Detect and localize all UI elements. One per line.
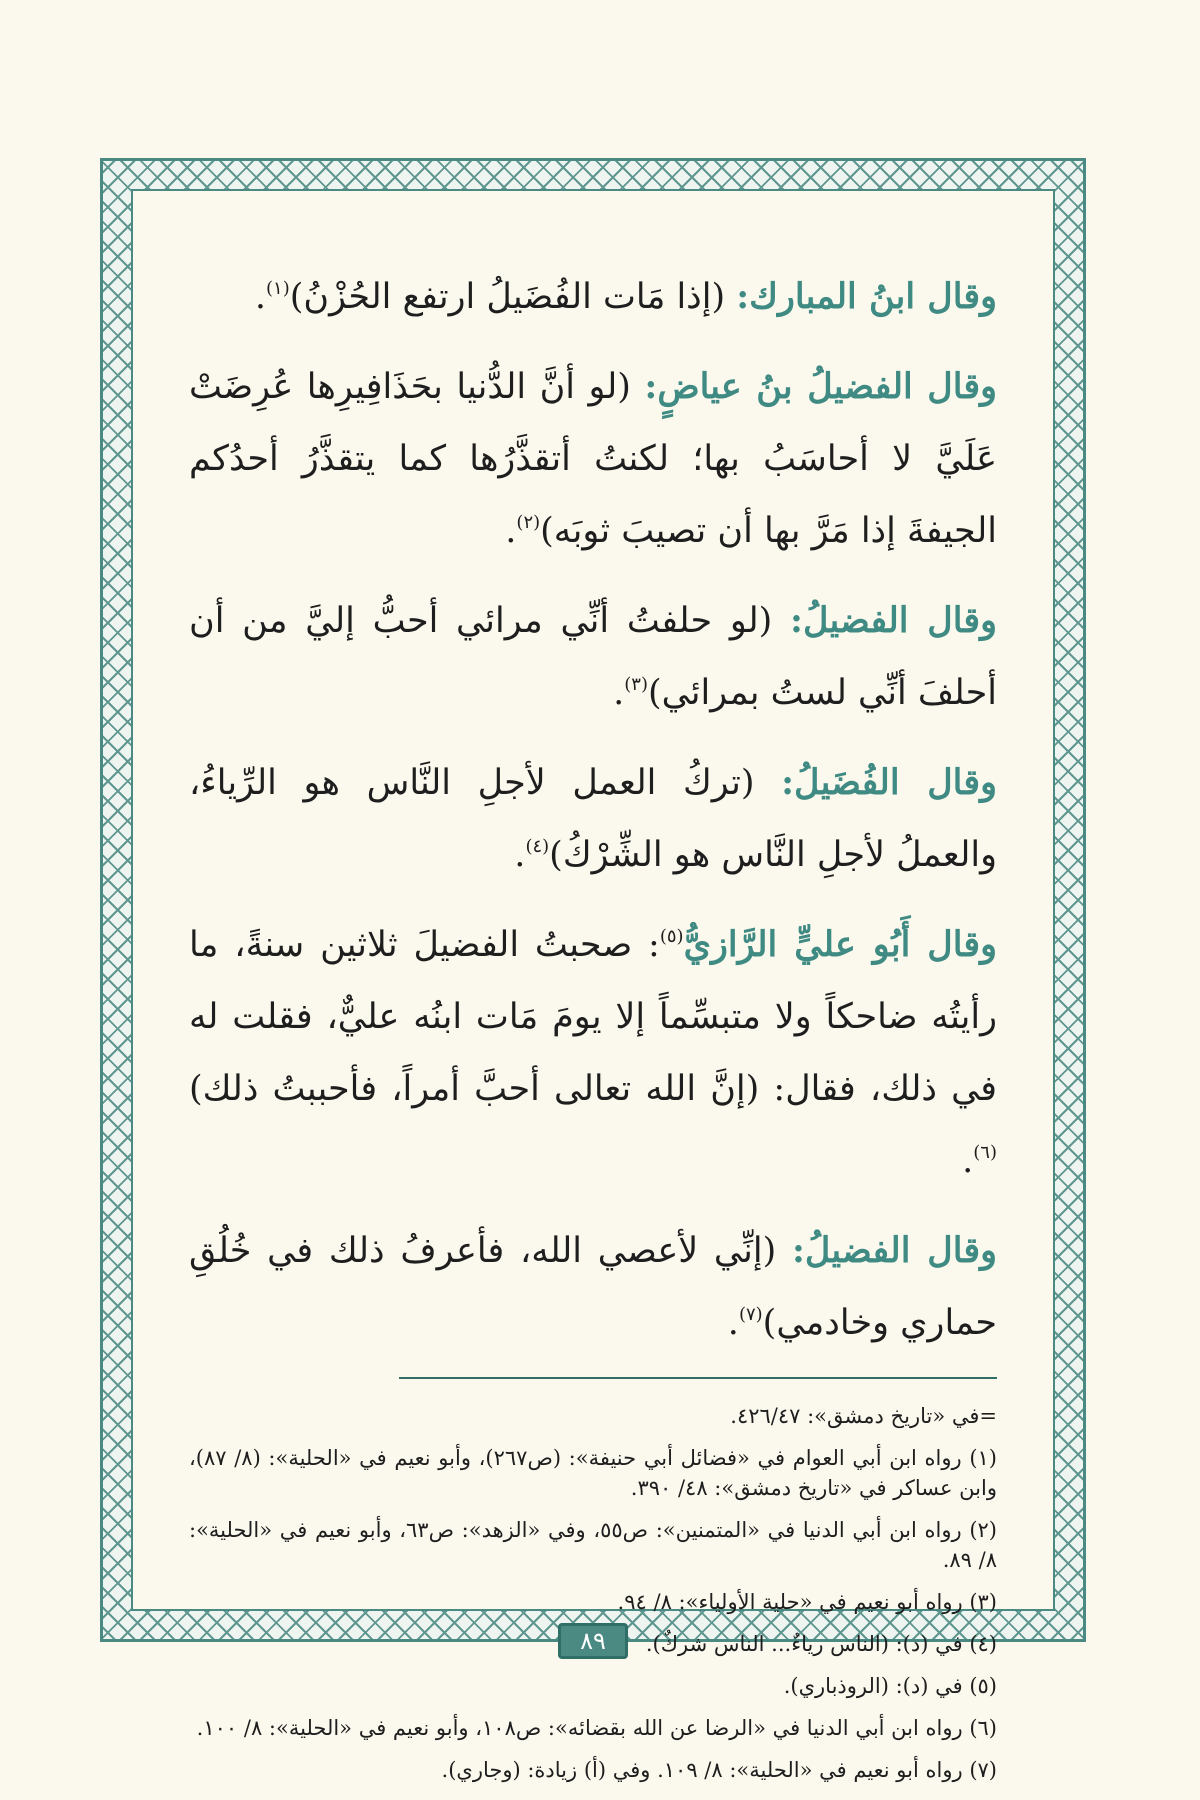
- footnote-continuation: =في «تاريخ دمشق»: ٤٢٦/٤٧.: [730, 1404, 997, 1428]
- quote-text: (إذا مَات الفُضَيلُ ارتفع الحُزْنُ): [289, 277, 737, 317]
- quote-paragraph-1: [189, 261, 997, 333]
- footnote-text: رواه ابن أبي الدنيا في «الرضا عن الله بقضائه»: ص١٠٨، وأبو نعيم في «الحلية»: ٨/ ١٠٠.: [196, 1716, 970, 1740]
- quote-paragraph-3: [189, 585, 997, 729]
- footnote-ref[interactable]: (١): [265, 278, 290, 299]
- footnote-number: (٧): [969, 1758, 997, 1782]
- speaker-label: وقال الفضيلُ بنُ عياضٍ:: [644, 366, 997, 407]
- main-text: [189, 261, 997, 1797]
- footnote-text: في (د): (الناس رياءٌ... الناس شركٌ).: [645, 1632, 970, 1656]
- quote-text: (تركُ العمل لأجلِ النَّاس هو الرِّياءُ، والعملُ لأجلِ النَّاس هو الشِّرْكُ): [189, 763, 997, 875]
- footnote-number: (٣): [969, 1590, 997, 1614]
- period: .: [514, 835, 526, 875]
- period: .: [613, 673, 625, 713]
- speaker-label: وقال الفُضَيلُ:: [781, 762, 997, 803]
- quote-paragraph-2: [189, 351, 997, 567]
- quote-text: : صحبتُ الفضيلَ ثلاثين سنةً، ما رأيتُه ضاحكاً ولا متبسِّماً إلا يومَ مَات ابنُه عليٌّ، فقلت له في ذلك، فقال: (إنَّ الله تعالى أحبَّ أمراً، فأحببتُ ذلك): [189, 925, 997, 1109]
- footnote-ref[interactable]: (٦): [973, 1142, 997, 1163]
- period: .: [254, 277, 266, 317]
- page-body: [131, 189, 1055, 1782]
- page-number: ٨٩: [558, 1623, 628, 1659]
- footnote-text: رواه ابن أبي الدنيا في «المتمنين»: ص٥٥، وفي «الزهد»: ص٦٣، وأبو نعيم في «الحلية»: ٨/ ٨٩.: [189, 1518, 997, 1572]
- footnote-ref[interactable]: (٣): [624, 674, 648, 695]
- footnote-number: (٥): [969, 1674, 997, 1698]
- quote-paragraph-5: [189, 909, 997, 1197]
- footnote-ref[interactable]: (٤): [525, 836, 550, 857]
- footnote-text: في (د): (الروذباري).: [783, 1674, 970, 1698]
- footnote-ref[interactable]: (٥): [659, 926, 684, 947]
- period: .: [727, 1303, 739, 1343]
- quote-text: (لو حلفتُ أنِّي مرائي أحبُّ إليَّ من أن أحلفَ أنِّي لستُ بمرائي): [189, 601, 997, 713]
- quote-paragraph-4: [189, 747, 997, 891]
- speaker-label: وقال الفضيلُ:: [790, 600, 997, 641]
- footnote-5: [189, 1671, 997, 1701]
- speaker-label: وقال الفضيلُ:: [792, 1230, 997, 1271]
- footnote-1: [189, 1443, 997, 1503]
- footnote-ref[interactable]: (٧): [738, 1304, 763, 1325]
- footnote-ref[interactable]: (٢): [516, 512, 541, 533]
- footnote-number: (٢): [969, 1518, 997, 1542]
- footnote-7: [189, 1755, 997, 1785]
- footnote-number: (٤): [969, 1632, 997, 1656]
- footnote-2: [189, 1515, 997, 1575]
- speaker-label: وقال ابنُ المبارك:: [736, 276, 997, 317]
- footnote-separator: [399, 1377, 997, 1379]
- period: .: [962, 1141, 974, 1181]
- footnote-3: [189, 1587, 997, 1617]
- ornamental-border: [100, 158, 1086, 1782]
- footnote-text: رواه ابن أبي العوام في «فضائل أبي حنيفة»: (ص٢٦٧)، وأبو نعيم في «الحلية»: (٨/ ٨٧)، وابن عساكر في «تاريخ دمشق»: ٤٨/ ٣٩٠.: [189, 1446, 997, 1500]
- quote-text: (إنِّي لأعصي الله، فأعرفُ ذلك في خُلُقِ حماري وخادمي): [189, 1231, 997, 1343]
- quote-text: (لو أنَّ الدُّنيا بحَذَافِيرِها عُرِضَتْ عَلَيَّ لا أحاسَبُ بها؛ لكنتُ أتقذَّرُها كما يتقذَّرُ أحدُكم الجيفةَ إذا مَرَّ بها أن تصيبَ ثوبَه): [189, 367, 997, 551]
- footnote-number: (٦): [969, 1716, 997, 1740]
- speaker-label: وقال أَبُو عليٍّ الرَّازيُّ: [683, 924, 997, 965]
- footnote-number: (١): [969, 1446, 997, 1470]
- footnote-6: [189, 1713, 997, 1743]
- footnote-text: رواه أبو نعيم في «الحلية»: ٨/ ١٠٩. وفي (أ) زيادة: (وجاري).: [441, 1758, 970, 1782]
- quote-paragraph-6: [189, 1215, 997, 1359]
- period: .: [505, 511, 517, 551]
- footnote-text: رواه أبو نعيم في «حلية الأولياء»: ٨/ ٩٤.: [617, 1590, 970, 1614]
